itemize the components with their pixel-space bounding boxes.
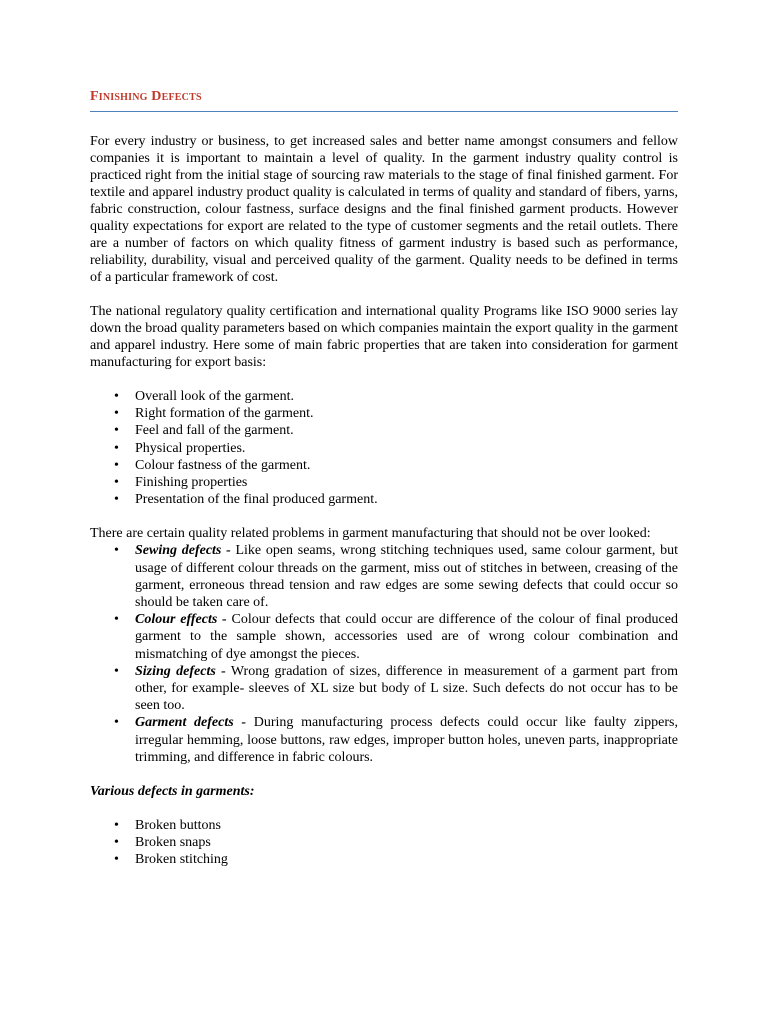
list-item: • Colour effects - Colour defects that could occur are difference of the colour of final produced garment to the sample shown, accessories used are of wrong colour combination and mismatching of dye amongst the pieces. (114, 612, 678, 662)
defect-term: Sizing defects - (135, 663, 226, 679)
bullet-icon: • (114, 389, 119, 404)
bullet-icon: • (114, 440, 119, 456)
section-heading: Finishing Defects (90, 89, 678, 112)
list-item: • Presentation of the final produced garment. (114, 492, 378, 508)
list-item: • Colour fastness of the garment. (114, 457, 311, 473)
intro-paragraph: For every industry or business, to get increased sales and better name amongst consumers and fellow companies it is important to maintain a level of quality. In the garment industry quality control is practiced right from the initial stage of sourcing raw materials to the stage of final finished garment. For textile and apparel industry product quality is calculated in terms of quality and standard of fibers, yarns, fabric construction, colour fastness, surface designs and the final finished garment products. However quality expectations for export are related to the type of customer segments and the retail outlets. There are a number of factors on which quality fitness of garment industry is based such as performance, reliability, durability, visual and perceived quality of the garment. Quality needs to be defined in terms of a particular framework of cost. (90, 134, 678, 285)
list-item: • Right formation of the garment. (114, 406, 314, 422)
bullet-icon: • (114, 835, 119, 851)
list-item: • Broken stitching (114, 852, 228, 868)
list-item: • Feel and fall of the garment. (114, 423, 294, 439)
bullet-icon: • (114, 663, 119, 679)
certification-paragraph: The national regulatory quality certification and international quality Programs like ISO 9000 series lay down the broad quality parameters based on which companies maintain the export quality in the garment and apparel industry. Here some of main fabric properties that are taken into consideration for garment manufacturing for export basis: (90, 304, 678, 370)
defect-term: Colour effects - (135, 612, 227, 628)
defect-term: Sewing defects - (135, 543, 231, 559)
defects-list (90, 817, 678, 869)
bullet-icon: • (114, 475, 119, 491)
bullet-icon: • (114, 543, 119, 559)
list-item: • Physical properties. (114, 440, 246, 456)
list-item: • Overall look of the garment. (114, 389, 295, 404)
properties-list (90, 388, 678, 508)
bullet-icon: • (114, 423, 119, 439)
bullet-icon: • (114, 612, 119, 628)
problems-list (90, 542, 678, 766)
bullet-icon: • (114, 715, 119, 731)
list-item: • Finishing properties (114, 475, 248, 491)
bullet-icon: • (114, 406, 119, 422)
list-item: • Broken snaps (114, 835, 211, 851)
defect-term: Garment defects - (135, 715, 247, 731)
bullet-icon: • (114, 818, 119, 834)
various-defects-heading: Various defects in garments: (90, 784, 255, 800)
list-item: • Sizing defects - Wrong gradation of sizes, difference in measurement of a garment part from other, for example- sleeves of XL size but body of L size. Such defects do not occur has to be seen too. (114, 663, 678, 714)
list-item: • Sewing defects - Like open seams, wrong stitching techniques used, same colour garment, but usage of different colour threads on the garment, miss out of stitches in between, creasing of the garment, erroneous thread tension and raw edges are some sewing defects that could occur so should be taken care of. (114, 543, 678, 611)
list-item: • Broken buttons (114, 818, 221, 834)
list-item: • Garment defects - During manufacturing process defects could occur like faulty zippers, irregular hemming, loose buttons, raw edges, improper button holes, uneven parts, inappropriate trimming, and difference in fabric colours. (114, 715, 678, 765)
bullet-icon: • (114, 457, 119, 473)
bullet-icon: • (114, 492, 119, 508)
bullet-icon: • (114, 852, 119, 868)
problems-intro-paragraph: There are certain quality related problems in garment manufacturing that should not be over looked: (90, 526, 651, 542)
